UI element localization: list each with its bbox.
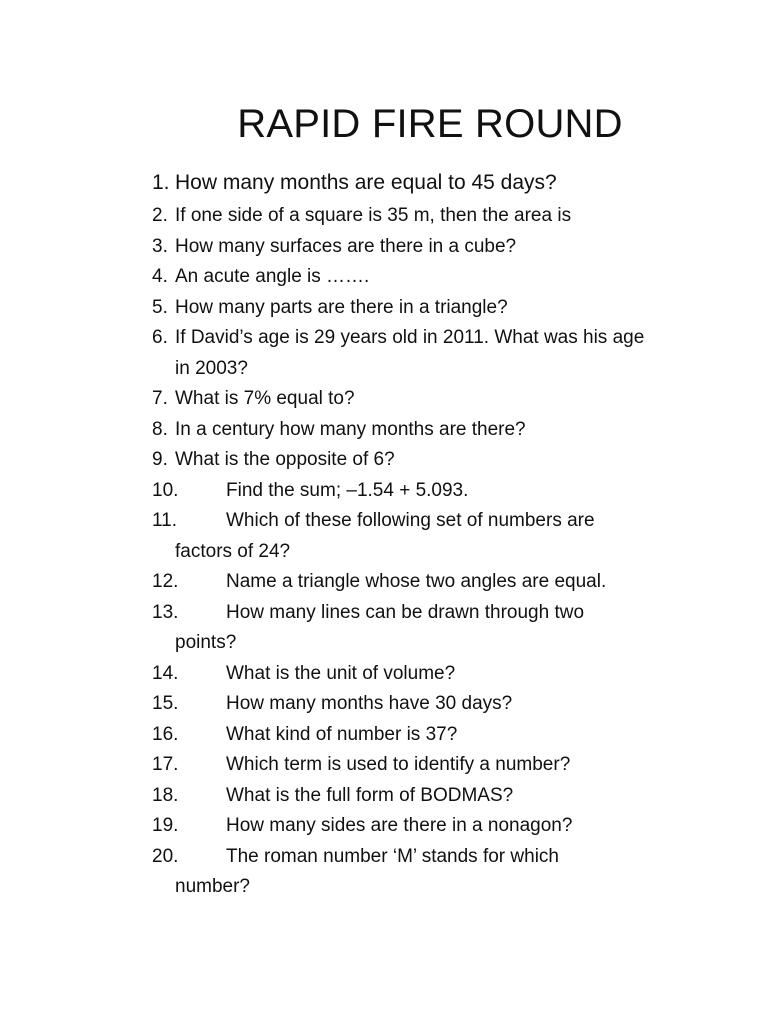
question-number: 14.: [152, 662, 179, 684]
question-list: [152, 165, 712, 903]
question-item: [152, 811, 712, 842]
question-text-continuation: in 2003?: [175, 357, 248, 379]
question-number: 1.: [152, 171, 170, 194]
question-number: 20.: [152, 845, 179, 867]
question-item: [152, 165, 712, 201]
question-number: 2.: [152, 205, 168, 226]
question-number: 7.: [152, 388, 168, 409]
page-title: RAPID FIRE ROUND: [237, 102, 623, 146]
question-text: What is the opposite of 6?: [175, 449, 395, 470]
question-number: 13.: [152, 601, 179, 623]
question-number: 18.: [152, 784, 179, 806]
question-text: Name a triangle whose two angles are equal.: [226, 571, 607, 592]
question-number: 9.: [152, 449, 168, 470]
question-item: [152, 384, 712, 415]
question-text: How many months have 30 days?: [226, 693, 513, 714]
question-text-continuation: points?: [175, 632, 237, 653]
question-number: 16.: [152, 723, 179, 745]
question-item: [152, 415, 712, 446]
question-number: 11.: [152, 510, 178, 531]
question-text: Which of these following set of numbers are: [226, 510, 595, 531]
question-item: [152, 750, 712, 781]
question-text: Find the sum; –1.54 + 5.093.: [226, 479, 469, 501]
question-item: [152, 293, 712, 324]
question-text: If David’s age is 29 years old in 2011. What was his age: [175, 327, 645, 348]
question-text-continuation: factors of 24?: [175, 540, 291, 562]
question-item: [152, 232, 712, 263]
question-item: [152, 476, 712, 507]
question-item: [152, 598, 712, 659]
question-number: 6.: [152, 327, 168, 348]
question-text: How many lines can be drawn through two: [226, 601, 585, 623]
question-number: 15.: [152, 693, 179, 714]
question-item: [152, 659, 712, 690]
question-number: 17.: [152, 754, 179, 775]
question-item: [152, 842, 712, 903]
question-text: How many surfaces are there in a cube?: [175, 235, 517, 257]
question-text: What is the unit of volume?: [226, 662, 456, 684]
question-number: 19.: [152, 815, 179, 836]
question-item: [152, 323, 712, 384]
question-item: [152, 262, 712, 293]
question-number: 3.: [152, 235, 168, 257]
question-text: What kind of number is 37?: [226, 723, 458, 745]
question-item: [152, 201, 712, 232]
question-number: 10.: [152, 479, 179, 501]
question-item: [152, 445, 712, 476]
question-text: If one side of a square is 35 m, then the area is: [175, 205, 572, 226]
question-item: [152, 720, 712, 751]
question-number: 12.: [152, 571, 179, 592]
question-text: How many parts are there in a triangle?: [175, 296, 508, 318]
question-text: How many sides are there in a nonagon?: [226, 815, 573, 836]
question-text: How many months are equal to 45 days?: [175, 171, 557, 194]
question-text: The roman number ‘M’ stands for which: [226, 845, 559, 867]
question-text-continuation: number?: [175, 876, 250, 897]
question-number: 8.: [152, 418, 168, 440]
question-text: What is 7% equal to?: [175, 388, 355, 409]
question-text: Which term is used to identify a number?: [226, 754, 571, 775]
question-item: [152, 506, 712, 567]
question-text: What is the full form of BODMAS?: [226, 784, 514, 806]
question-number: 4.: [152, 266, 168, 287]
question-item: [152, 567, 712, 598]
question-number: 5.: [152, 296, 168, 318]
question-text: An acute angle is …….: [175, 266, 370, 287]
question-item: [152, 689, 712, 720]
question-item: [152, 781, 712, 812]
question-text: In a century how many months are there?: [175, 418, 526, 440]
